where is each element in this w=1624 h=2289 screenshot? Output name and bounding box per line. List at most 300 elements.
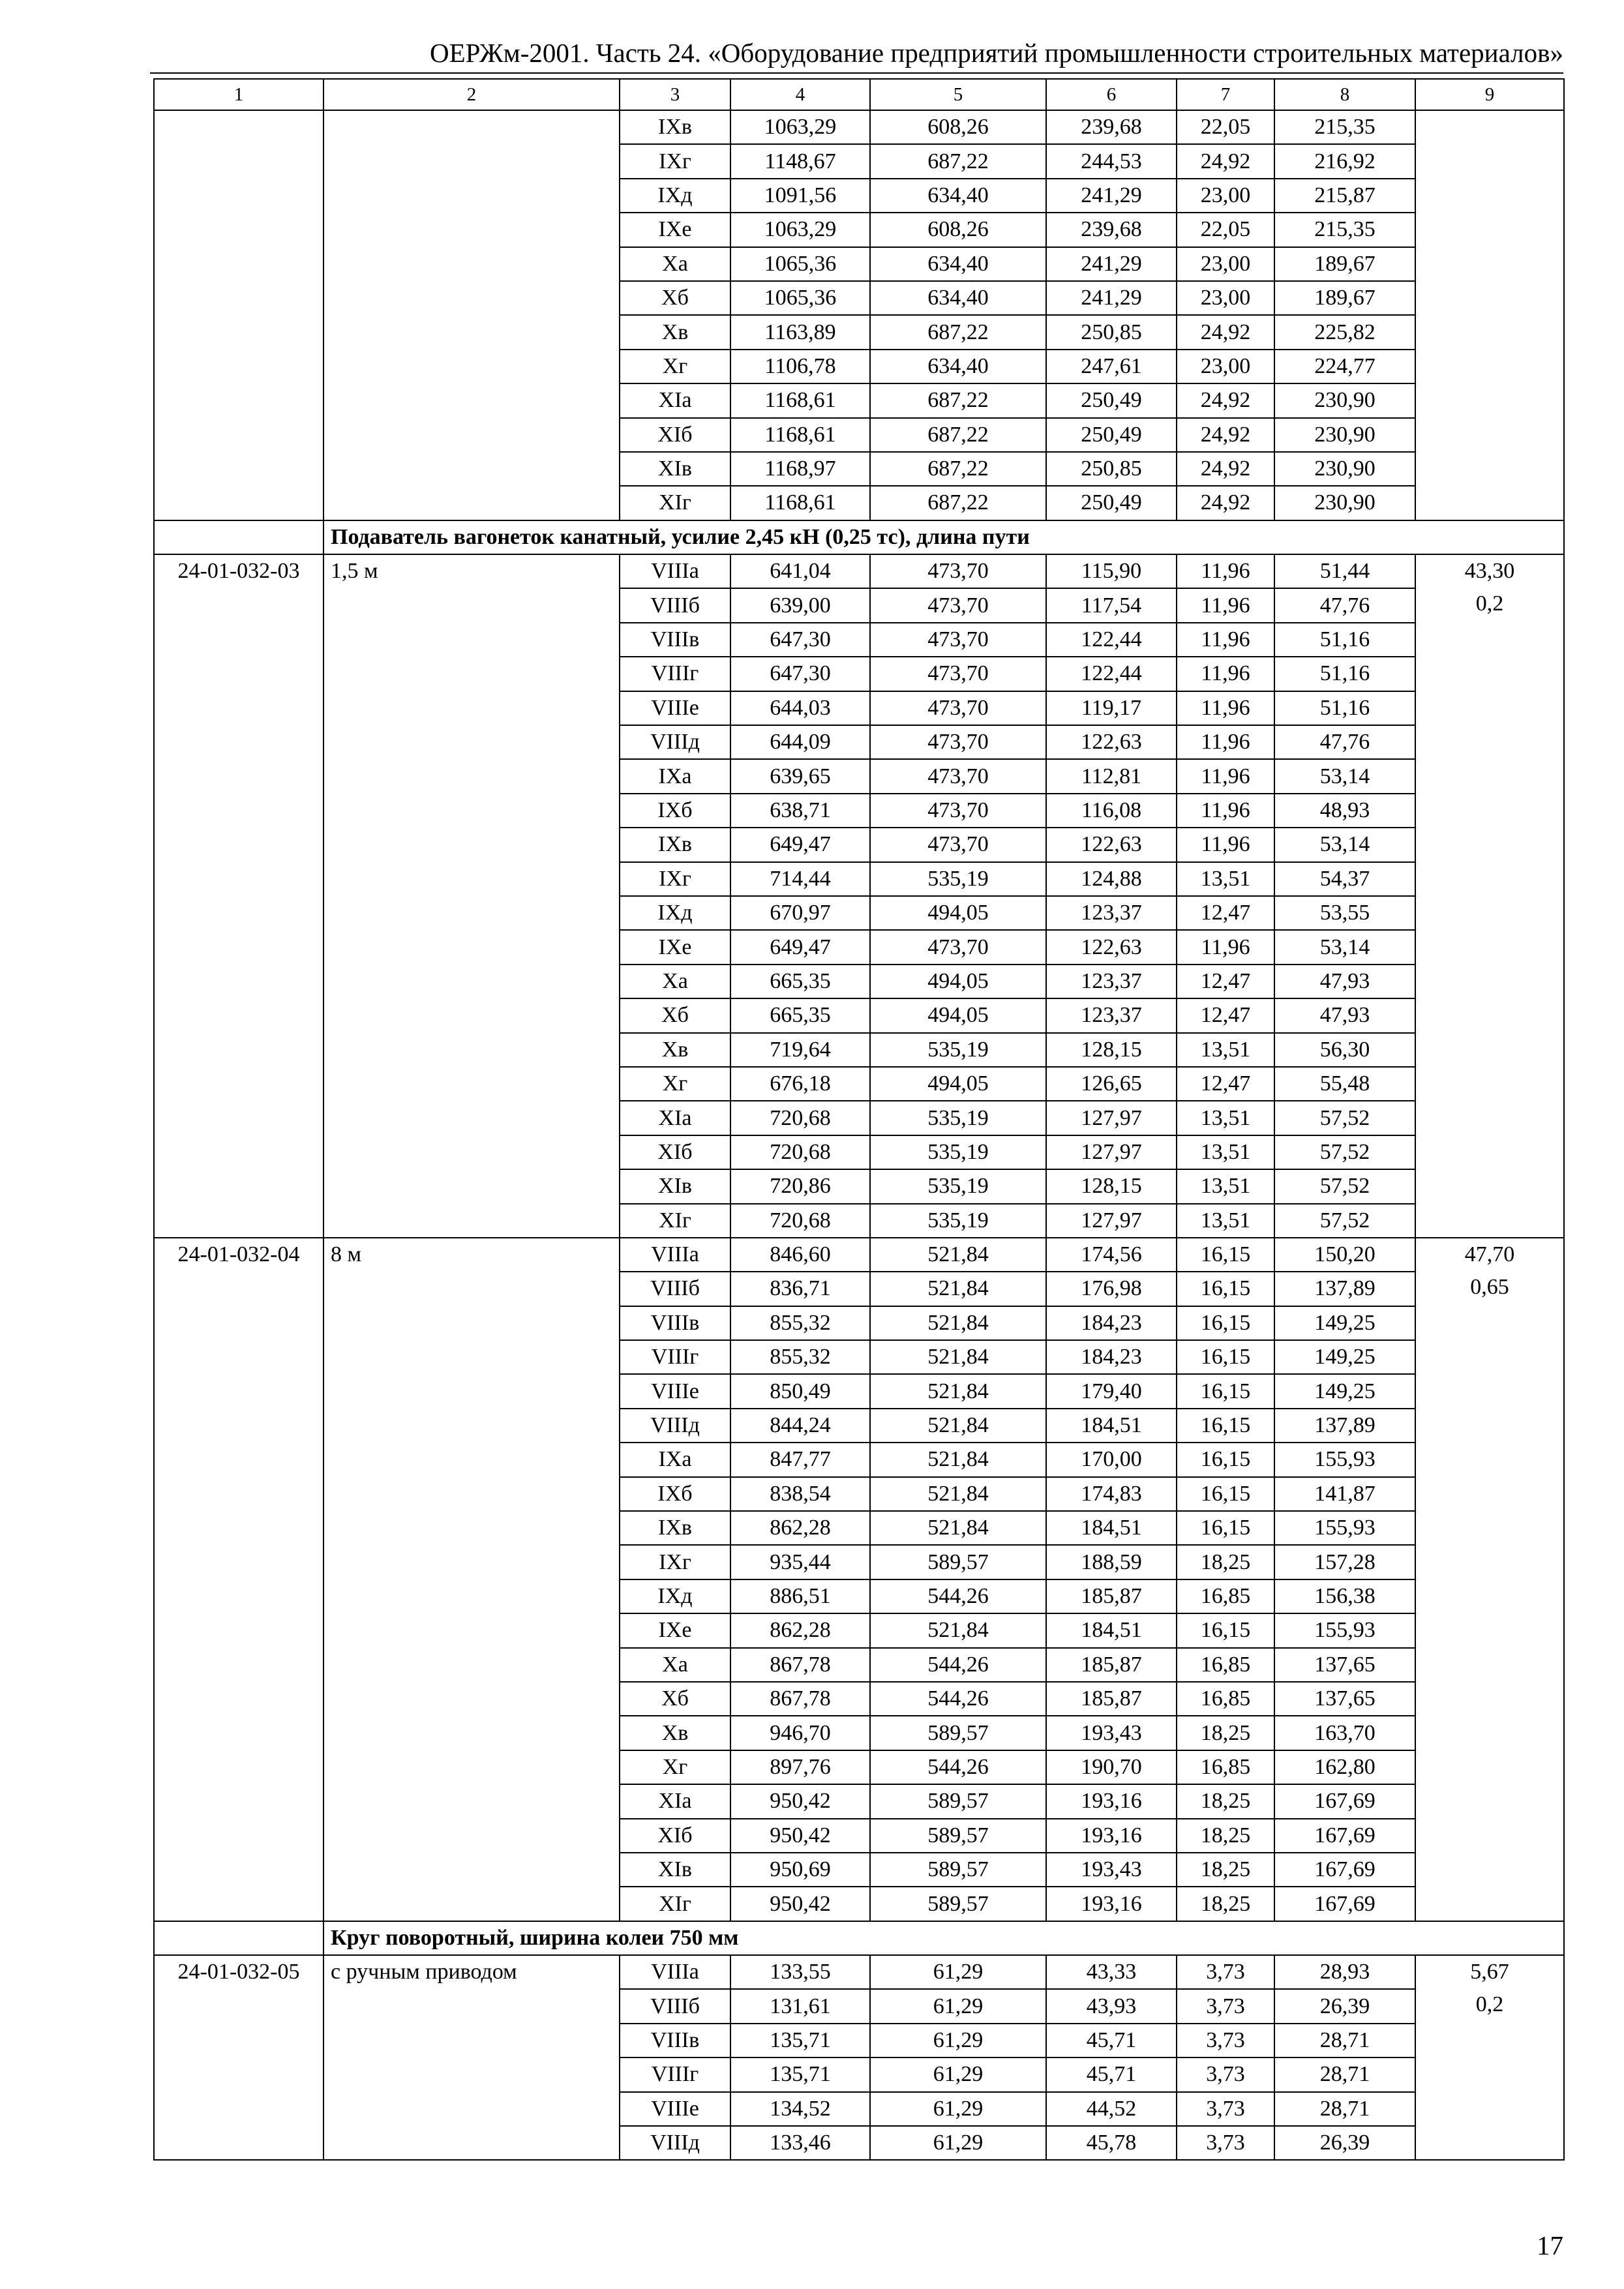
climate-zone-cell: IXв xyxy=(620,110,730,144)
climate-zone-cell: VIIIг xyxy=(620,657,730,691)
climate-zone-cell: IXг xyxy=(620,144,730,178)
machinist-wages-cell: 16,85 xyxy=(1177,1579,1274,1613)
materials-cell: 189,67 xyxy=(1274,281,1415,315)
wages-cell: 494,05 xyxy=(870,998,1046,1032)
machinist-wages-cell: 16,15 xyxy=(1177,1511,1274,1545)
materials-cell: 167,69 xyxy=(1274,1853,1415,1887)
column-number-cell: 8 xyxy=(1274,79,1415,110)
mass-cell xyxy=(1415,1955,1564,2160)
total-cost-cell: 846,60 xyxy=(730,1238,870,1272)
machinist-wages-cell: 11,96 xyxy=(1177,759,1274,793)
wages-cell: 61,29 xyxy=(870,2126,1046,2160)
climate-zone-cell: XIа xyxy=(620,1101,730,1135)
machinist-wages-cell: 16,15 xyxy=(1177,1306,1274,1340)
climate-zone-cell: VIIIб xyxy=(620,1989,730,2023)
table-row xyxy=(154,110,1564,144)
materials-cell: 51,16 xyxy=(1274,657,1415,691)
machine-cost-cell: 123,37 xyxy=(1046,998,1177,1032)
total-cost-cell: 950,42 xyxy=(730,1887,870,1921)
column-number-cell: 2 xyxy=(323,79,620,110)
climate-zone-cell: VIIIа xyxy=(620,1238,730,1272)
materials-cell: 57,52 xyxy=(1274,1204,1415,1238)
wages-cell: 521,84 xyxy=(870,1511,1046,1545)
climate-zone-cell: Xб xyxy=(620,1682,730,1716)
machinist-wages-cell: 13,51 xyxy=(1177,1033,1274,1067)
machine-cost-cell: 250,85 xyxy=(1046,315,1177,349)
machine-cost-cell: 44,52 xyxy=(1046,2092,1177,2126)
climate-zone-cell: VIIIд xyxy=(620,725,730,759)
materials-cell: 57,52 xyxy=(1274,1169,1415,1203)
wages-cell: 61,29 xyxy=(870,1989,1046,2023)
wages-cell: 521,84 xyxy=(870,1409,1046,1443)
name-cell: с ручным приводом xyxy=(323,1955,620,2160)
materials-cell: 215,35 xyxy=(1274,110,1415,144)
total-cost-cell: 1063,29 xyxy=(730,213,870,247)
materials-cell: 149,25 xyxy=(1274,1374,1415,1408)
total-cost-cell: 1063,29 xyxy=(730,110,870,144)
climate-zone-cell: IXе xyxy=(620,930,730,964)
page-running-title: ОЕРЖм-2001. Часть 24. «Оборудование предприятий промышленности строительных материалов» xyxy=(430,38,1563,68)
total-cost-cell: 847,77 xyxy=(730,1443,870,1476)
section-spacer-cell xyxy=(154,520,323,554)
wages-cell: 634,40 xyxy=(870,247,1046,281)
climate-zone-cell: XIа xyxy=(620,383,730,417)
machinist-wages-cell: 16,15 xyxy=(1177,1374,1274,1408)
wages-cell: 535,19 xyxy=(870,1101,1046,1135)
climate-zone-cell: Xб xyxy=(620,998,730,1032)
total-cost-cell: 897,76 xyxy=(730,1750,870,1784)
machine-cost-cell: 250,49 xyxy=(1046,383,1177,417)
total-cost-cell: 665,35 xyxy=(730,965,870,998)
wages-cell: 61,29 xyxy=(870,2092,1046,2126)
machinist-wages-cell: 16,15 xyxy=(1177,1613,1274,1647)
total-cost-cell: 1065,36 xyxy=(730,281,870,315)
machine-cost-cell: 174,56 xyxy=(1046,1238,1177,1272)
machinist-wages-cell: 3,73 xyxy=(1177,2024,1274,2057)
section-title-row xyxy=(154,1921,1564,1955)
machinist-wages-cell: 16,15 xyxy=(1177,1443,1274,1476)
wages-cell: 61,29 xyxy=(870,2057,1046,2091)
climate-zone-cell: XIб xyxy=(620,1135,730,1169)
code-cell: 24-01-032-05 xyxy=(154,1955,323,2160)
climate-zone-cell: VIIIг xyxy=(620,1340,730,1374)
materials-cell: 155,93 xyxy=(1274,1511,1415,1545)
machinist-wages-cell: 24,92 xyxy=(1177,486,1274,520)
machinist-wages-cell: 12,47 xyxy=(1177,965,1274,998)
materials-cell: 53,14 xyxy=(1274,930,1415,964)
climate-zone-cell: VIIIд xyxy=(620,1409,730,1443)
mass-cell xyxy=(1415,1238,1564,1921)
total-cost-cell: 946,70 xyxy=(730,1716,870,1750)
machinist-wages-cell: 3,73 xyxy=(1177,1955,1274,1989)
machinist-wages-cell: 18,25 xyxy=(1177,1545,1274,1579)
materials-cell: 162,80 xyxy=(1274,1750,1415,1784)
machinist-wages-cell: 18,25 xyxy=(1177,1716,1274,1750)
machinist-wages-cell: 16,85 xyxy=(1177,1682,1274,1716)
climate-zone-cell: XIв xyxy=(620,1169,730,1203)
wages-cell: 494,05 xyxy=(870,896,1046,930)
climate-zone-cell: Xв xyxy=(620,315,730,349)
total-cost-cell: 720,68 xyxy=(730,1204,870,1238)
total-cost-cell: 836,71 xyxy=(730,1272,870,1306)
machinist-wages-cell: 16,15 xyxy=(1177,1477,1274,1511)
machine-cost-cell: 193,16 xyxy=(1046,1819,1177,1853)
climate-zone-cell: XIг xyxy=(620,486,730,520)
materials-cell: 230,90 xyxy=(1274,486,1415,520)
machinist-wages-cell: 11,96 xyxy=(1177,657,1274,691)
machine-cost-cell: 247,61 xyxy=(1046,350,1177,383)
climate-zone-cell: XIг xyxy=(620,1887,730,1921)
climate-zone-cell: VIIIв xyxy=(620,1306,730,1340)
equipment-mass-value: 5,67 xyxy=(1470,1960,1509,1984)
wages-cell: 521,84 xyxy=(870,1238,1046,1272)
materials-cell: 56,30 xyxy=(1274,1033,1415,1067)
wages-cell: 61,29 xyxy=(870,2024,1046,2057)
climate-zone-cell: VIIIв xyxy=(620,2024,730,2057)
machinist-wages-cell: 23,00 xyxy=(1177,247,1274,281)
wages-cell: 535,19 xyxy=(870,1204,1046,1238)
section-title-row xyxy=(154,520,1564,554)
machinist-wages-cell: 11,96 xyxy=(1177,930,1274,964)
materials-cell: 28,93 xyxy=(1274,1955,1415,1989)
wages-cell: 535,19 xyxy=(870,1033,1046,1067)
machinist-wages-cell: 22,05 xyxy=(1177,110,1274,144)
total-cost-cell: 1091,56 xyxy=(730,179,870,213)
section-spacer-cell xyxy=(154,1921,323,1955)
wages-cell: 494,05 xyxy=(870,1067,1046,1101)
total-cost-cell: 950,42 xyxy=(730,1819,870,1853)
mass-cell xyxy=(1415,110,1564,520)
materials-cell: 167,69 xyxy=(1274,1784,1415,1818)
machinist-wages-cell: 12,47 xyxy=(1177,896,1274,930)
climate-zone-cell: IXг xyxy=(620,862,730,896)
wages-cell: 589,57 xyxy=(870,1887,1046,1921)
total-cost-cell: 649,47 xyxy=(730,930,870,964)
wages-cell: 608,26 xyxy=(870,110,1046,144)
climate-zone-cell: XIб xyxy=(620,418,730,452)
section-title: Круг поворотный, ширина колеи 750 мм xyxy=(323,1921,1564,1955)
total-cost-cell: 838,54 xyxy=(730,1477,870,1511)
machine-cost-cell: 170,00 xyxy=(1046,1443,1177,1476)
column-number-cell: 3 xyxy=(620,79,730,110)
materials-cell: 137,89 xyxy=(1274,1272,1415,1306)
machine-cost-cell: 127,97 xyxy=(1046,1135,1177,1169)
materials-cell: 149,25 xyxy=(1274,1340,1415,1374)
climate-zone-cell: IXв xyxy=(620,1511,730,1545)
materials-cell: 189,67 xyxy=(1274,247,1415,281)
total-cost-cell: 1163,89 xyxy=(730,315,870,349)
materials-cell: 26,39 xyxy=(1274,1989,1415,2023)
total-cost-cell: 665,35 xyxy=(730,998,870,1032)
machinist-wages-cell: 3,73 xyxy=(1177,1989,1274,2023)
name-cell: 1,5 м xyxy=(323,554,620,1238)
column-number-cell: 1 xyxy=(154,79,323,110)
climate-zone-cell: Xг xyxy=(620,350,730,383)
machinist-wages-cell: 11,96 xyxy=(1177,623,1274,657)
machine-cost-cell: 193,43 xyxy=(1046,1716,1177,1750)
total-cost-cell: 1168,97 xyxy=(730,452,870,486)
climate-zone-cell: VIIIб xyxy=(620,1272,730,1306)
materials-cell: 28,71 xyxy=(1274,2092,1415,2126)
materials-cell: 47,93 xyxy=(1274,965,1415,998)
total-cost-cell: 850,49 xyxy=(730,1374,870,1408)
climate-zone-cell: IXб xyxy=(620,794,730,828)
wages-cell: 589,57 xyxy=(870,1545,1046,1579)
climate-zone-cell: XIв xyxy=(620,452,730,486)
machine-cost-cell: 45,71 xyxy=(1046,2024,1177,2057)
climate-zone-cell: Xа xyxy=(620,247,730,281)
materials-cell: 57,52 xyxy=(1274,1135,1415,1169)
wages-cell: 521,84 xyxy=(870,1272,1046,1306)
total-cost-cell: 862,28 xyxy=(730,1613,870,1647)
wages-cell: 544,26 xyxy=(870,1682,1046,1716)
machine-cost-cell: 193,16 xyxy=(1046,1887,1177,1921)
wages-cell: 634,40 xyxy=(870,179,1046,213)
machine-cost-cell: 239,68 xyxy=(1046,213,1177,247)
machinist-wages-cell: 16,15 xyxy=(1177,1409,1274,1443)
materials-cell: 155,93 xyxy=(1274,1613,1415,1647)
wages-cell: 473,70 xyxy=(870,828,1046,861)
machinist-wages-cell: 18,25 xyxy=(1177,1887,1274,1921)
total-cost-cell: 720,68 xyxy=(730,1135,870,1169)
column-number-cell: 4 xyxy=(730,79,870,110)
code-cell: 24-01-032-03 xyxy=(154,554,323,1238)
machinist-wages-cell: 23,00 xyxy=(1177,179,1274,213)
total-cost-cell: 649,47 xyxy=(730,828,870,861)
materials-cell: 28,71 xyxy=(1274,2057,1415,2091)
climate-zone-cell: VIIIа xyxy=(620,1955,730,1989)
machinist-wages-cell: 16,15 xyxy=(1177,1238,1274,1272)
machinist-wages-cell: 3,73 xyxy=(1177,2092,1274,2126)
machine-cost-cell: 126,65 xyxy=(1046,1067,1177,1101)
total-cost-cell: 639,65 xyxy=(730,759,870,793)
wages-cell: 473,70 xyxy=(870,657,1046,691)
machinist-wages-cell: 12,47 xyxy=(1177,998,1274,1032)
total-cost-cell: 133,46 xyxy=(730,2126,870,2160)
wages-cell: 544,26 xyxy=(870,1648,1046,1682)
wages-cell: 544,26 xyxy=(870,1579,1046,1613)
wages-cell: 544,26 xyxy=(870,1750,1046,1784)
climate-zone-cell: VIIIа xyxy=(620,554,730,588)
machine-cost-cell: 184,23 xyxy=(1046,1306,1177,1340)
climate-zone-cell: XIа xyxy=(620,1784,730,1818)
machinist-wages-cell: 23,00 xyxy=(1177,281,1274,315)
climate-zone-cell: XIб xyxy=(620,1819,730,1853)
materials-cell: 149,25 xyxy=(1274,1306,1415,1340)
mass-coefficient-value: 0,65 xyxy=(1470,1274,1509,1299)
total-cost-cell: 867,78 xyxy=(730,1648,870,1682)
total-cost-cell: 714,44 xyxy=(730,862,870,896)
wages-cell: 589,57 xyxy=(870,1784,1046,1818)
machine-cost-cell: 43,93 xyxy=(1046,1989,1177,2023)
materials-cell: 230,90 xyxy=(1274,418,1415,452)
wages-cell: 535,19 xyxy=(870,862,1046,896)
machine-cost-cell: 123,37 xyxy=(1046,965,1177,998)
code-cell: 24-01-032-04 xyxy=(154,1238,323,1921)
total-cost-cell: 720,86 xyxy=(730,1169,870,1203)
materials-cell: 55,48 xyxy=(1274,1067,1415,1101)
machine-cost-cell: 241,29 xyxy=(1046,247,1177,281)
machinist-wages-cell: 24,92 xyxy=(1177,452,1274,486)
machinist-wages-cell: 11,96 xyxy=(1177,725,1274,759)
total-cost-cell: 131,61 xyxy=(730,1989,870,2023)
climate-zone-cell: VIIIг xyxy=(620,2057,730,2091)
wages-cell: 473,70 xyxy=(870,725,1046,759)
climate-zone-cell: VIIIе xyxy=(620,691,730,725)
machine-cost-cell: 188,59 xyxy=(1046,1545,1177,1579)
climate-zone-cell: XIв xyxy=(620,1853,730,1887)
machine-cost-cell: 123,37 xyxy=(1046,896,1177,930)
wages-cell: 687,22 xyxy=(870,418,1046,452)
mass-coefficient-value: 0,2 xyxy=(1475,591,1504,616)
climate-zone-cell: Xв xyxy=(620,1716,730,1750)
materials-cell: 51,44 xyxy=(1274,554,1415,588)
wages-cell: 473,70 xyxy=(870,623,1046,657)
climate-zone-cell: Xв xyxy=(620,1033,730,1067)
total-cost-cell: 862,28 xyxy=(730,1511,870,1545)
page-number: 17 xyxy=(1537,2230,1563,2260)
materials-cell: 53,14 xyxy=(1274,828,1415,861)
machinist-wages-cell: 11,96 xyxy=(1177,691,1274,725)
machine-cost-cell: 128,15 xyxy=(1046,1169,1177,1203)
climate-zone-cell: Xг xyxy=(620,1067,730,1101)
total-cost-cell: 1065,36 xyxy=(730,247,870,281)
column-number-cell: 9 xyxy=(1415,79,1564,110)
total-cost-cell: 647,30 xyxy=(730,623,870,657)
machine-cost-cell: 184,51 xyxy=(1046,1409,1177,1443)
column-number-cell: 6 xyxy=(1046,79,1177,110)
machine-cost-cell: 122,63 xyxy=(1046,930,1177,964)
total-cost-cell: 867,78 xyxy=(730,1682,870,1716)
wages-cell: 473,70 xyxy=(870,930,1046,964)
wages-cell: 634,40 xyxy=(870,281,1046,315)
total-cost-cell: 950,69 xyxy=(730,1853,870,1887)
machinist-wages-cell: 13,51 xyxy=(1177,1169,1274,1203)
materials-cell: 230,90 xyxy=(1274,383,1415,417)
machine-cost-cell: 193,43 xyxy=(1046,1853,1177,1887)
materials-cell: 155,93 xyxy=(1274,1443,1415,1476)
price-table xyxy=(153,78,1565,2161)
materials-cell: 137,65 xyxy=(1274,1648,1415,1682)
mass-cell xyxy=(1415,554,1564,1238)
machine-cost-cell: 122,63 xyxy=(1046,828,1177,861)
climate-zone-cell: VIIIе xyxy=(620,2092,730,2126)
machinist-wages-cell: 16,15 xyxy=(1177,1272,1274,1306)
materials-cell: 157,28 xyxy=(1274,1545,1415,1579)
materials-cell: 57,52 xyxy=(1274,1101,1415,1135)
machinist-wages-cell: 18,25 xyxy=(1177,1819,1274,1853)
name-cell: 8 м xyxy=(323,1238,620,1921)
wages-cell: 589,57 xyxy=(870,1853,1046,1887)
total-cost-cell: 886,51 xyxy=(730,1579,870,1613)
wages-cell: 608,26 xyxy=(870,213,1046,247)
total-cost-cell: 1148,67 xyxy=(730,144,870,178)
wages-cell: 61,29 xyxy=(870,1955,1046,1989)
climate-zone-cell: IXа xyxy=(620,1443,730,1476)
name-cell xyxy=(323,110,620,520)
total-cost-cell: 935,44 xyxy=(730,1545,870,1579)
climate-zone-cell: IXб xyxy=(620,1477,730,1511)
total-cost-cell: 1106,78 xyxy=(730,350,870,383)
wages-cell: 473,70 xyxy=(870,588,1046,622)
materials-cell: 137,65 xyxy=(1274,1682,1415,1716)
wages-cell: 687,22 xyxy=(870,144,1046,178)
machine-cost-cell: 185,87 xyxy=(1046,1579,1177,1613)
materials-cell: 137,89 xyxy=(1274,1409,1415,1443)
machinist-wages-cell: 18,25 xyxy=(1177,1784,1274,1818)
machine-cost-cell: 244,53 xyxy=(1046,144,1177,178)
machine-cost-cell: 45,78 xyxy=(1046,2126,1177,2160)
code-cell xyxy=(154,110,323,520)
wages-cell: 473,70 xyxy=(870,554,1046,588)
wages-cell: 589,57 xyxy=(870,1716,1046,1750)
machine-cost-cell: 250,85 xyxy=(1046,452,1177,486)
machine-cost-cell: 179,40 xyxy=(1046,1374,1177,1408)
machine-cost-cell: 116,08 xyxy=(1046,794,1177,828)
total-cost-cell: 638,71 xyxy=(730,794,870,828)
machine-cost-cell: 124,88 xyxy=(1046,862,1177,896)
table-row xyxy=(154,554,1564,588)
climate-zone-cell: Xа xyxy=(620,965,730,998)
machinist-wages-cell: 12,47 xyxy=(1177,1067,1274,1101)
column-number-row xyxy=(154,79,1564,110)
materials-cell: 163,70 xyxy=(1274,1716,1415,1750)
equipment-mass-value: 43,30 xyxy=(1464,559,1515,584)
wages-cell: 473,70 xyxy=(870,794,1046,828)
materials-cell: 216,92 xyxy=(1274,144,1415,178)
total-cost-cell: 676,18 xyxy=(730,1067,870,1101)
machinist-wages-cell: 24,92 xyxy=(1177,315,1274,349)
materials-cell: 215,35 xyxy=(1274,213,1415,247)
machinist-wages-cell: 11,96 xyxy=(1177,794,1274,828)
machinist-wages-cell: 3,73 xyxy=(1177,2126,1274,2160)
total-cost-cell: 134,52 xyxy=(730,2092,870,2126)
climate-zone-cell: IXв xyxy=(620,828,730,861)
total-cost-cell: 1168,61 xyxy=(730,486,870,520)
machinist-wages-cell: 23,00 xyxy=(1177,350,1274,383)
materials-cell: 53,55 xyxy=(1274,896,1415,930)
materials-cell: 47,76 xyxy=(1274,588,1415,622)
climate-zone-cell: Xг xyxy=(620,1750,730,1784)
wages-cell: 589,57 xyxy=(870,1819,1046,1853)
machinist-wages-cell: 11,96 xyxy=(1177,554,1274,588)
materials-cell: 47,93 xyxy=(1274,998,1415,1032)
machine-cost-cell: 122,44 xyxy=(1046,657,1177,691)
section-title: Подаватель вагонеток канатный, усилие 2,45 кН (0,25 тс), длина пути xyxy=(323,520,1564,554)
total-cost-cell: 135,71 xyxy=(730,2057,870,2091)
total-cost-cell: 855,32 xyxy=(730,1306,870,1340)
materials-cell: 26,39 xyxy=(1274,2126,1415,2160)
materials-cell: 156,38 xyxy=(1274,1579,1415,1613)
machine-cost-cell: 127,97 xyxy=(1046,1204,1177,1238)
machine-cost-cell: 250,49 xyxy=(1046,486,1177,520)
machine-cost-cell: 127,97 xyxy=(1046,1101,1177,1135)
wages-cell: 687,22 xyxy=(870,486,1046,520)
wages-cell: 634,40 xyxy=(870,350,1046,383)
machine-cost-cell: 184,23 xyxy=(1046,1340,1177,1374)
climate-zone-cell: VIIIд xyxy=(620,2126,730,2160)
mass-coefficient-value: 0,2 xyxy=(1475,1992,1504,2017)
machine-cost-cell: 43,33 xyxy=(1046,1955,1177,1989)
total-cost-cell: 644,09 xyxy=(730,725,870,759)
machine-cost-cell: 193,16 xyxy=(1046,1784,1177,1818)
total-cost-cell: 844,24 xyxy=(730,1409,870,1443)
column-number-cell: 7 xyxy=(1177,79,1274,110)
wages-cell: 521,84 xyxy=(870,1340,1046,1374)
total-cost-cell: 133,55 xyxy=(730,1955,870,1989)
machine-cost-cell: 45,71 xyxy=(1046,2057,1177,2091)
wages-cell: 521,84 xyxy=(870,1443,1046,1476)
